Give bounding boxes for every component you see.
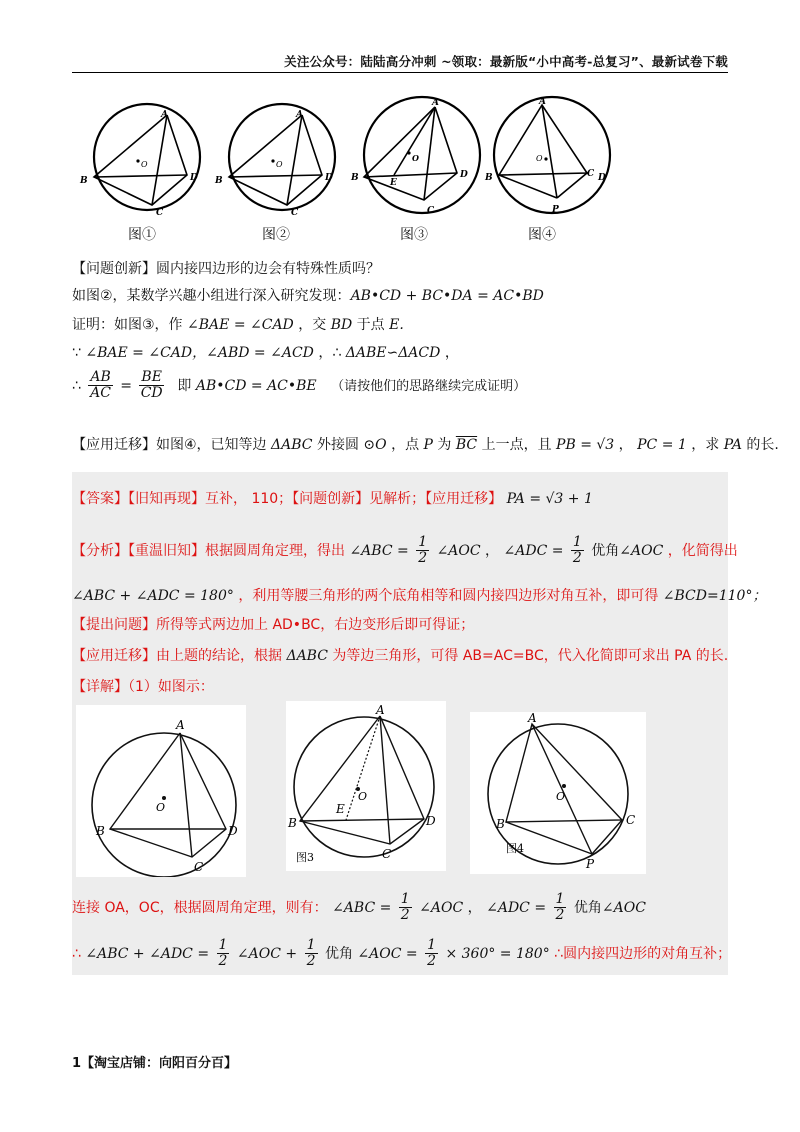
application-line: 【应用迁移】如图④，已知等边 ΔABC 外接圆 ⊙O ，点 P 为 $\overline{BC}$ 上一点，且 PB = √3 ， PC = 1 ，求 PA 的长. — [72, 437, 779, 453]
label-D: D — [190, 173, 198, 183]
label-O: O — [141, 160, 148, 169]
figure-3 — [350, 97, 480, 216]
svg-text:B: B — [496, 817, 505, 831]
page-header: 关注公众号：陆陆高分冲刺 ~领取：最新版“小中高考-总复习”、最新试卷下载 — [284, 54, 728, 69]
connect-line: 连接 OA，OC，根据圆周角定理，则有： ∠ABC = $\frac{1}{2}$ ∠AOC ， ∠ADC = $\frac{1}{2}$ 优角∠AOC — [72, 891, 646, 924]
figure-2 — [214, 104, 335, 218]
figure-4 — [484, 97, 610, 215]
label-C: C — [156, 208, 164, 218]
svg-text:A: A — [539, 97, 546, 107]
detail-figure-1 — [76, 705, 246, 877]
svg-text:A: A — [432, 98, 439, 108]
svg-text:O: O — [156, 801, 166, 814]
caption-fig1: 图① — [128, 227, 156, 243]
analysis-line-2: ∠ABC + ∠ADC = 180° ，利用等腰三角形的两个底角相等和圆内接四边形对角互补，即可得 ∠BCD=110°； — [72, 588, 767, 604]
svg-text:C: C — [626, 813, 636, 827]
svg-text:D: D — [460, 170, 468, 180]
svg-text:D: D — [598, 173, 606, 183]
raise-question-line: 【提出问题】所得等式两边加上 AD•BC，右边变形后即可得证； — [72, 617, 475, 633]
svg-text:A: A — [176, 718, 185, 732]
label-E: E — [390, 178, 397, 188]
detail-line: 【详解】（1）如图示： — [72, 679, 214, 695]
top-figures — [72, 95, 732, 245]
svg-text:A: A — [376, 703, 385, 717]
footer — [72, 1052, 237, 1071]
shop-name: 【淘宝店铺：向阳百分百】 — [81, 1056, 238, 1071]
label-A: A — [161, 110, 168, 120]
label-P: P — [552, 205, 559, 215]
final-line: ∴ ∠ABC + ∠ADC = $\frac{1}{2}$ ∠AOC + $\frac{1}{2}$ 优角 ∠AOC = $\frac{1}{2}$ × 360° = 180° ∴圆内接四边形的对角互补； — [72, 937, 732, 970]
svg-text:O: O — [412, 153, 419, 163]
svg-text:D: D — [426, 814, 436, 828]
answer-line: 【答案】【旧知再现】互补， 110；【问题创新】见解析；【应用迁移】 PA = √3 + 1 — [72, 491, 593, 507]
figure-1 — [79, 104, 200, 218]
caption-fig3: 图③ — [400, 227, 428, 243]
svg-text:D: D — [228, 824, 238, 838]
detail-caption-fig3: 图3 — [296, 851, 314, 864]
proof-line: 证明：如图③，作 ∠BAE = ∠CAD ，交 BD 于点 E. — [72, 317, 404, 333]
svg-text:O: O — [358, 790, 368, 803]
since-line: ∵ ∠BAE = ∠CAD，∠ABD = ∠ACD ，∴ ΔABE∽ΔACD ， — [72, 345, 459, 361]
detail-figure-4 — [470, 712, 646, 874]
detail-figure-3 — [286, 701, 446, 871]
problem-innovation: 【问题创新】圆内接四边形的边会有特殊性质吗？ — [72, 261, 380, 277]
svg-text:O: O — [556, 790, 566, 803]
svg-text:C: C — [194, 860, 204, 874]
svg-text:O: O — [276, 160, 283, 169]
svg-text:B: B — [288, 816, 297, 830]
svg-text:B: B — [351, 173, 359, 183]
svg-text:O: O — [536, 154, 543, 163]
svg-text:B: B — [485, 173, 493, 183]
ratio-line: ∴ $\frac{AB}{AC}$ = $\frac{BE}{CD}$ 即 AB•CD = AC•BE （请按他们的思路继续完成证明） — [72, 369, 527, 402]
svg-text:C: C — [587, 169, 595, 179]
svg-text:B: B — [215, 176, 223, 186]
analysis-line: 【分析】【重温旧知】根据圆周角定理，得出 ∠ABC = $\frac{1}{2}$ ∠AOC ， ∠ADC = $\frac{1}{2}$ 优角∠AOC ，化简得出 — [72, 534, 738, 567]
application-answer-line: 【应用迁移】由上题的结论，根据 ΔABC 为等边三角形，可得 AB=AC=BC，代入化简即可求出 PA 的长. — [72, 648, 729, 664]
page-number: 1 — [72, 1056, 82, 1071]
svg-text:C: C — [291, 208, 299, 218]
svg-text:C: C — [382, 847, 392, 861]
svg-text:A: A — [528, 712, 537, 725]
svg-text:D: D — [325, 173, 333, 183]
caption-fig4: 图④ — [528, 227, 556, 243]
svg-text:C: C — [427, 206, 435, 216]
svg-text:A: A — [296, 110, 303, 120]
svg-text:E: E — [336, 802, 345, 816]
svg-text:P: P — [586, 857, 595, 871]
svg-text:B: B — [96, 824, 105, 838]
label-B: B — [80, 176, 88, 186]
detail-caption-fig4: 图4 — [506, 842, 524, 855]
discover-line: 如图②，某数学兴趣小组进行深入研究发现：AB•CD + BC•DA = AC•BD — [72, 288, 544, 304]
header-rule — [72, 72, 728, 73]
caption-fig2: 图② — [262, 227, 290, 243]
